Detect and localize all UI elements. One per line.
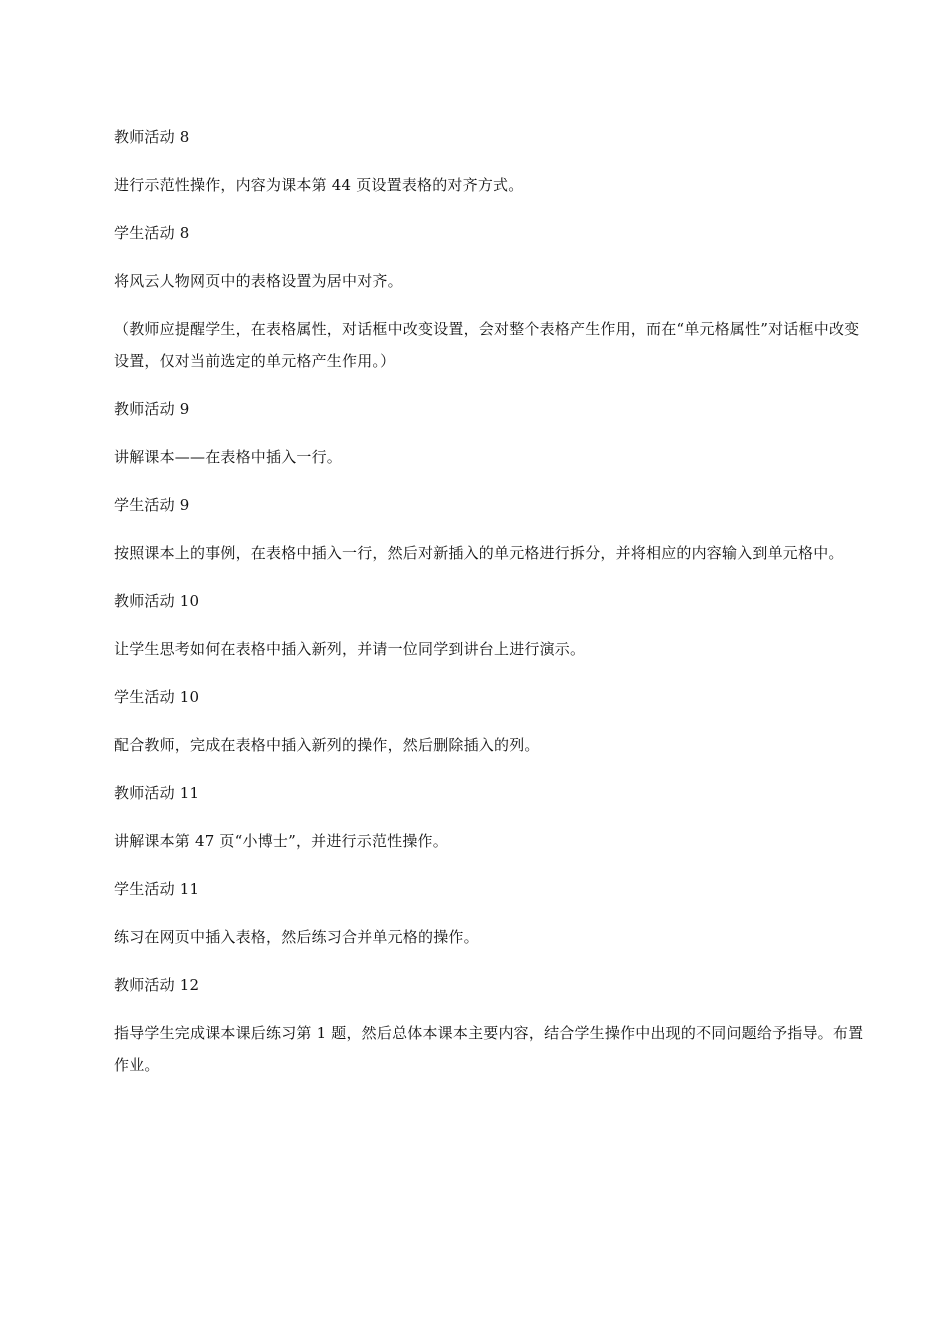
paragraph-student-activity-9: 按照课本上的事例，在表格中插入一行，然后对新插入的单元格进行拆分，并将相应的内容输入到单元格中。 xyxy=(114,544,844,562)
paragraph-teacher-note: （教师应提醒学生，在表格属性，对话框中改变设置，会对整个表格产生作用，而在“单元格属性”对话框中改变设置，仅对当前选定的单元格产生作用。） xyxy=(114,320,860,370)
heading-student-activity-9: 学生活动 9 xyxy=(114,496,190,514)
paragraph-student-activity-11: 练习在网页中插入表格，然后练习合并单元格的操作。 xyxy=(114,928,479,946)
paragraph-teacher-activity-9: 讲解课本——在表格中插入一行。 xyxy=(114,448,343,466)
heading-teacher-activity-10: 教师活动 10 xyxy=(114,592,200,610)
heading-teacher-activity-12: 教师活动 12 xyxy=(114,976,200,994)
heading-student-activity-10: 学生活动 10 xyxy=(114,688,200,706)
heading-student-activity-8: 学生活动 8 xyxy=(114,224,190,242)
heading-teacher-activity-8: 教师活动 8 xyxy=(114,128,190,146)
heading-teacher-activity-11: 教师活动 11 xyxy=(114,784,200,802)
heading-student-activity-11: 学生活动 11 xyxy=(114,880,200,898)
paragraph-student-activity-10: 配合教师，完成在表格中插入新列的操作，然后删除插入的列。 xyxy=(114,736,540,754)
document-body xyxy=(114,121,866,1097)
heading-teacher-activity-9: 教师活动 9 xyxy=(114,400,190,418)
paragraph-teacher-activity-12: 指导学生完成课本课后练习第 1 题，然后总体本课本主要内容，结合学生操作中出现的不同问题给予指导。布置作业。 xyxy=(114,1024,864,1074)
paragraph-teacher-activity-10: 让学生思考如何在表格中插入新列，并请一位同学到讲台上进行演示。 xyxy=(114,640,586,658)
paragraph-teacher-activity-11: 讲解课本第 47 页“小博士”，并进行示范性操作。 xyxy=(114,832,448,850)
paragraph-teacher-activity-8: 进行示范性操作，内容为课本第 44 页设置表格的对齐方式。 xyxy=(114,176,524,194)
paragraph-student-activity-8: 将风云人物网页中的表格设置为居中对齐。 xyxy=(114,272,403,290)
